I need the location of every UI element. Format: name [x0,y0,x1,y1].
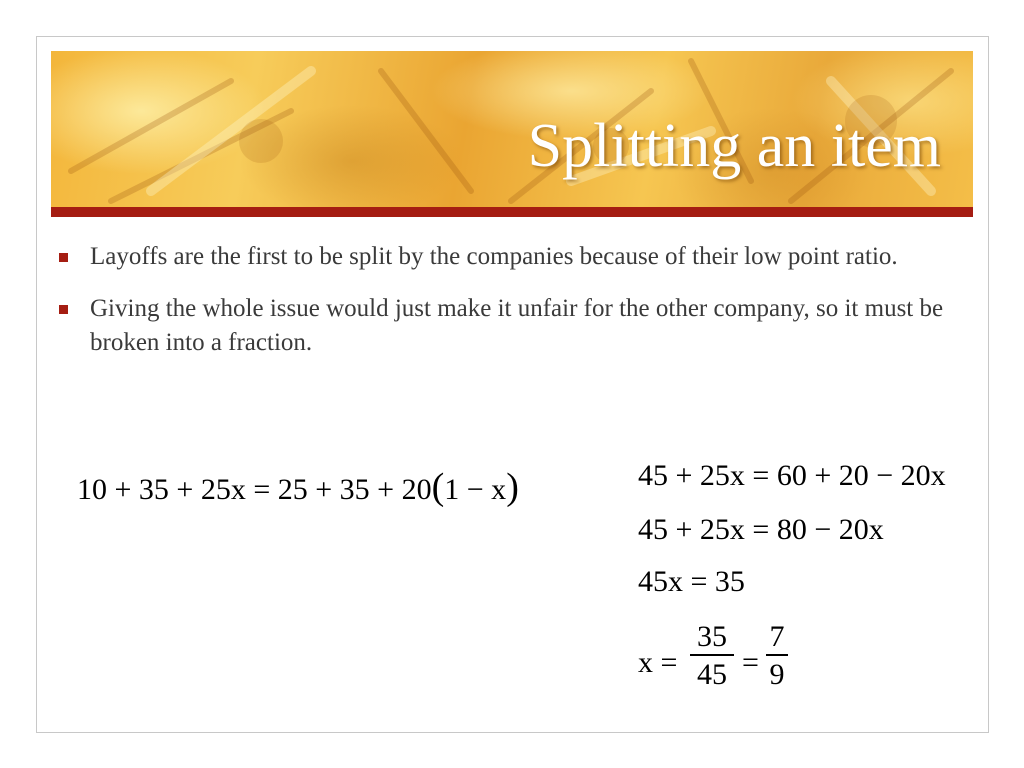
bullet-text: Giving the whole issue would just make it unfair for the other company, so it must be broken into a fraction. [90,295,944,356]
bullet-list [59,240,959,378]
equation-step [638,461,946,491]
equation-step [638,515,884,545]
main-equation-lhs: 10 + 35 + 25x = 25 + 35 + 20 [77,473,432,506]
square-bullet-icon [59,253,68,262]
fraction-denominator: 45 [697,658,727,691]
outer-paren-close: ) [506,466,519,508]
bullet-text: Layoffs are the first to be split by the companies because of their low point ratio. [90,243,898,270]
main-equation-paren-inner: 1 − x [444,473,507,506]
slide [36,36,989,733]
outer-paren-open: ( [431,466,445,508]
solution-equation [638,620,838,700]
title-banner [51,51,973,207]
equation-step [638,567,745,597]
equation-step-text: 45x = 35 [638,565,745,598]
title-divider-bar [51,207,973,217]
square-bullet-icon [59,305,68,314]
fraction-numerator: 35 [697,620,727,653]
bullet-item [59,292,959,360]
solution-prefix: x = [638,646,678,679]
slide-title: Splitting an item [527,112,941,180]
equation-step-text: 45 + 25x = 80 − 20x [638,513,884,546]
bullet-item [59,240,959,274]
fraction-1 [690,620,734,694]
fraction-denominator: 9 [769,658,785,691]
equation-step-text: 45 + 25x = 60 + 20 − 20x [638,459,946,492]
fraction-2 [766,620,788,694]
solution-equals: = [742,646,759,679]
main-equation [77,468,519,506]
fraction-numerator: 7 [769,620,785,653]
